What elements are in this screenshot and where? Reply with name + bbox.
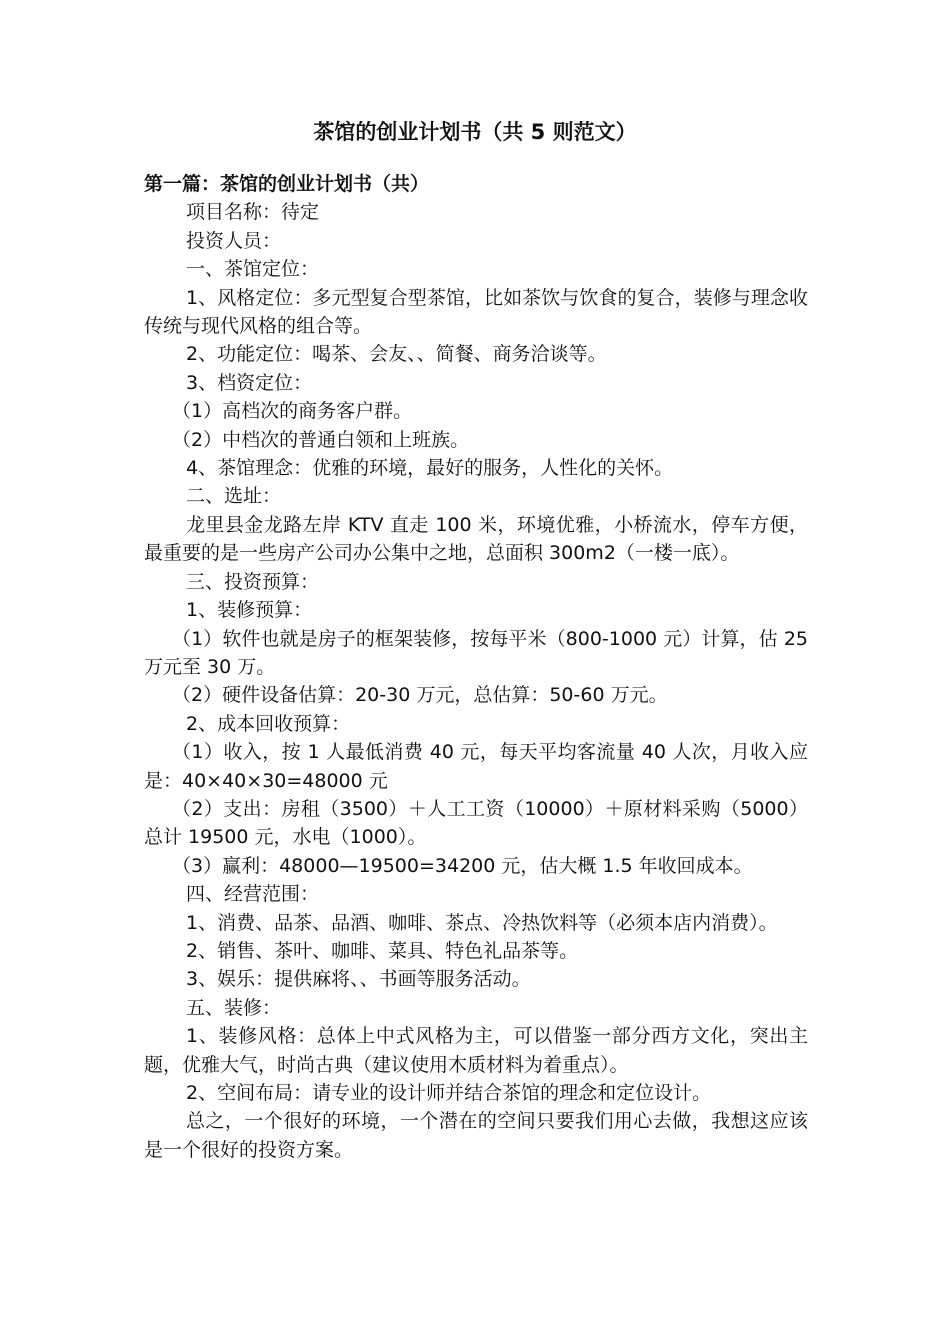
paragraph-tier-high: （1）高档次的商务客户群。 — [172, 400, 413, 423]
paragraph-hardware-budget: （2）硬件设备估算：20-30 万元，总估算：50-60 万元。 — [172, 684, 668, 707]
paragraph-consumption: 1、消费、品茶、品酒、咖啡、茶点、冷热饮料等（必须本店内消费）。 — [186, 911, 778, 934]
paragraph-function-positioning: 2、功能定位：喝茶、会友、、简餐、商务洽谈等。 — [186, 343, 607, 366]
paragraph-concept: 4、茶馆理念：优雅的环境，最好的服务，人性化的关怀。 — [186, 457, 674, 480]
paragraph-software-budget: （1）软件也就是房子的框架装修，按每平米（800-1000 元）计算，估 25 万元至 30 万。 — [144, 627, 808, 678]
heading-budget: 三、投资预算： — [186, 570, 320, 593]
paragraph-renovation-style: 1、装修风格：总体上中式风格为主，可以借鉴一部分西方文化，突出主题，优雅大气，时尚古典（建议使用木质材料为着重点）。 — [144, 1025, 808, 1076]
paragraph-entertainment: 3、娱乐：提供麻将、、书画等服务活动。 — [186, 968, 531, 991]
paragraph-profit: （3）赢利：48000—19500=34200 元，估大概 1.5 年收回成本。 — [172, 854, 753, 877]
heading-location: 二、选址： — [186, 485, 282, 508]
paragraph-renovation-budget: 1、装修预算： — [186, 599, 313, 622]
heading-business-scope: 四、经营范围： — [186, 883, 320, 906]
paragraph-income: （1）收入，按 1 人最低消费 40 元，每天平均客流量 40 人次，月收入应是：40×40×30=48000 元 — [144, 741, 808, 792]
document-title: 茶馆的创业计划书（共 5 则范文） — [313, 120, 637, 144]
paragraph-location: 龙里县金龙路左岸 KTV 直走 100 米，环境优雅，小桥流水，停车方便，最重要的是一些房产公司办公集中之地，总面积 300m2（一楼一底）。 — [144, 513, 808, 565]
heading-positioning: 一、茶馆定位： — [186, 258, 320, 281]
paragraph-style-positioning: 1、风格定位：多元型复合型茶馆，比如茶饮与饮食的复合，装修与理念收传统与现代风格的组合等。 — [144, 286, 808, 338]
paragraph-tier-positioning: 3、档资定位： — [186, 371, 313, 394]
paragraph-sales: 2、销售、茶叶、咖啡、菜具、特色礼品茶等。 — [186, 939, 579, 962]
section-heading: 第一篇：茶馆的创业计划书（共） — [144, 173, 430, 195]
paragraph-conclusion: 总之，一个很好的环境，一个潜在的空间只要我们用心去做，我想这应该是一个很好的投资方案。 — [144, 1110, 808, 1161]
paragraph-tier-mid: （2）中档次的普通白领和上班族。 — [172, 428, 470, 451]
document-body — [144, 170, 808, 1164]
paragraph-project-name: 项目名称：待定 — [186, 201, 320, 224]
paragraph-expenses: （2）支出：房租（3500）＋人工工资（10000）＋原材料采购（5000）总计 19500 元，水电（1000）。 — [144, 797, 808, 849]
paragraph-cost-recovery: 2、成本回收预算： — [186, 712, 351, 735]
heading-renovation: 五、装修： — [186, 996, 282, 1019]
paragraph-investors: 投资人员： — [186, 229, 282, 252]
paragraph-space-layout: 2、空间布局：请专业的设计师并结合茶馆的理念和定位设计。 — [186, 1082, 712, 1104]
